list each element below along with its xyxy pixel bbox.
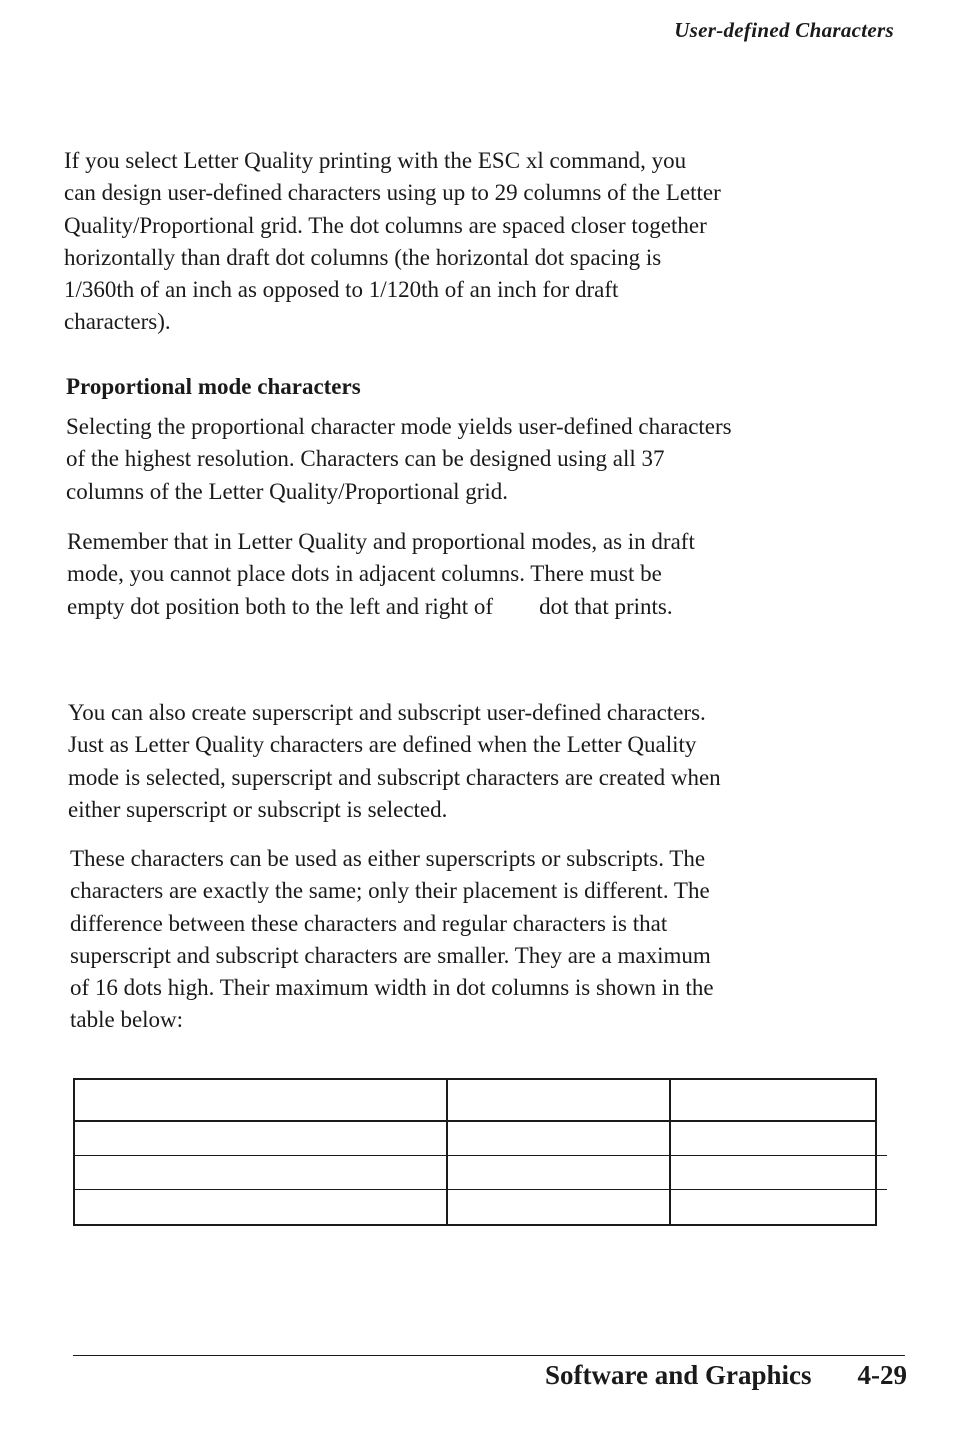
text-line: Selecting the proportional character mode yields user-defined characters (66, 414, 732, 439)
text-line: Remember that in Letter Quality and proportional modes, as in draft (67, 529, 695, 554)
table-rule-bottom (73, 1224, 877, 1226)
table-rule-right (875, 1078, 877, 1226)
text-line: empty dot position both to the left and right of dot that prints. (67, 593, 673, 619)
text-line: mode is selected, superscript and subscript characters are created when (68, 764, 721, 790)
text-line: Quality/Proportional grid. The dot columns are spaced closer together (64, 212, 707, 238)
text-line: These characters can be used as either superscripts or subscripts. The (70, 846, 706, 871)
text-line: columns of the Letter Quality/Proportional grid. (66, 478, 509, 504)
text-line: can design user-defined characters using up to 29 columns of the Letter (64, 180, 721, 206)
width-table (73, 1078, 888, 1226)
text-line: mode, you cannot place dots in adjacent columns. There must be (67, 561, 662, 587)
text-line: If you select Letter Quality printing with the ESC xl command, you (64, 148, 687, 173)
paragraph-proportional (66, 411, 732, 508)
text-line: characters). (64, 309, 171, 335)
paragraph-superscript (68, 697, 721, 826)
table-rule (73, 1189, 887, 1190)
text-line: of 16 dots high. Their maximum width in dot columns is shown in the (70, 975, 714, 1001)
footer-section-title: Software and Graphics (544, 1360, 812, 1390)
table-rule-column (446, 1078, 448, 1226)
text-line: difference between these characters and regular characters is that (70, 910, 668, 936)
section-heading: Proportional mode characters (66, 374, 361, 399)
text-line: of the highest resolution. Characters can be designed using all 37 (66, 446, 665, 472)
paragraph-adjacent-dots (67, 526, 695, 623)
paragraph-sizes (70, 843, 714, 1037)
text-line: You can also create superscript and subscript user-defined characters. (68, 700, 706, 725)
text-line: table below: (70, 1007, 184, 1033)
text-line: horizontally than draft dot columns (the horizontal dot spacing is (64, 244, 662, 270)
table-rule-column (669, 1078, 671, 1226)
page-number: 4-29 (857, 1360, 907, 1390)
table-rule (73, 1155, 887, 1156)
paragraph-letter-quality (64, 145, 721, 339)
table-rule-left (73, 1078, 75, 1226)
text-line: superscript and subscript characters are smaller. They are a maximum (70, 942, 711, 968)
text-line: characters are exactly the same; only their placement is different. The (70, 878, 710, 904)
table-rule-top (73, 1078, 877, 1080)
table-rule-header (73, 1120, 877, 1122)
text-line: 1/360th of an inch as opposed to 1/120th of an inch for draft (64, 277, 619, 303)
text-line: Just as Letter Quality characters are defined when the Letter Quality (68, 732, 697, 758)
text-line: either superscript or subscript is selected. (68, 796, 448, 822)
running-head: User-defined Characters (674, 18, 894, 42)
page-footer (545, 1360, 907, 1391)
footer-rule (73, 1355, 905, 1356)
